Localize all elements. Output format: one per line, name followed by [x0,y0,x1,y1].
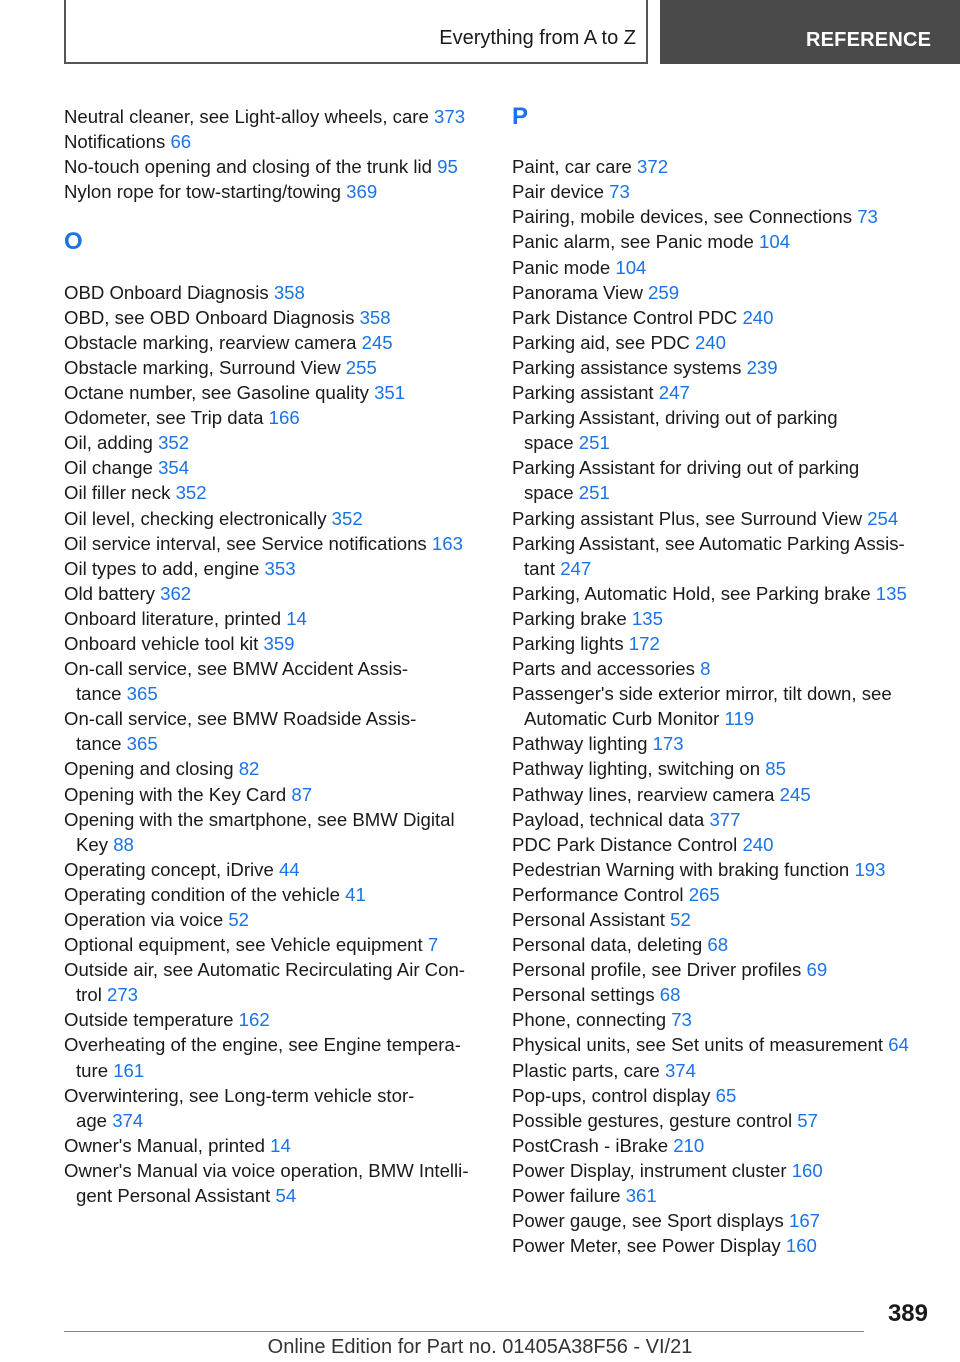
index-entry-text: Pathway lighting [512,733,653,755]
index-entry [64,606,484,631]
index-entry [512,907,932,932]
index-entry-text: Personal settings [512,984,660,1006]
index-entry [512,455,932,505]
index-entry [64,154,484,179]
index-section-letter: P [512,103,529,130]
index-entry [64,380,484,405]
page-reference-link[interactable]: 358 [273,281,305,303]
page-reference-link[interactable]: 52 [670,909,691,930]
index-entry [64,807,484,857]
index-entry-text: tance [76,733,127,755]
page-reference-link[interactable]: 160 [791,1159,823,1181]
page-reference-link[interactable]: 167 [789,1210,821,1232]
index-entry-text: Outside temperature [64,1009,239,1031]
index-entry-text: Oil, adding [64,432,159,454]
page-reference-link[interactable]: 374 [112,1109,144,1131]
index-entry [64,480,484,505]
index-entry [64,531,484,556]
index-entry-text: Power gauge, see Sport displays [512,1210,789,1232]
page-reference-link[interactable]: 68 [659,984,681,1006]
index-entry-text: Onboard literature, printed [64,607,287,629]
index-entry [64,1007,484,1032]
page-reference-link[interactable]: 352 [331,507,363,529]
index-entry-text: Oil filler neck [64,482,176,504]
page-reference-link[interactable]: 210 [673,1134,705,1156]
index-entry-text: Panic alarm, see Panic mode [512,231,760,253]
page-reference-link[interactable]: 193 [854,858,886,880]
index-entry [512,631,932,656]
index-entry-text: Payload, technical data [512,808,710,830]
page-reference-link[interactable]: 373 [434,106,466,127]
index-entry-text: Passenger's side exterior mirror, tilt down, see [512,683,892,705]
index-entry [64,932,484,957]
page-reference-link[interactable]: 352 [175,482,207,504]
index-entry-text: Power failure [512,1185,626,1207]
page-reference-link[interactable]: 240 [742,306,774,328]
page-reference-link[interactable]: 41 [345,883,366,905]
index-entry [512,807,932,832]
index-entry [512,1108,932,1133]
index-entry [64,179,484,204]
index-entry [64,1083,484,1133]
index-entry [512,1007,932,1032]
page-reference-link[interactable]: 73 [609,181,630,203]
index-entry-text: Power Display, instrument cluster [512,1159,792,1181]
index-entry-text: Overheating of the engine, see Engine tempera- [64,1034,461,1056]
index-entry [512,982,932,1007]
index-entry-text: Parking lights [512,632,629,654]
index-column-right [512,104,932,1258]
page-reference-link[interactable]: 87 [291,783,313,805]
index-entry-text: Panic mode [512,256,616,278]
page-reference-link[interactable]: 73 [671,1009,692,1031]
page-reference-link[interactable]: 352 [158,432,190,454]
index-entry-text: Pair device [512,181,610,203]
index-entry [512,179,932,204]
page-reference-link[interactable]: 173 [652,733,684,755]
index-entry-text: Pathway lighting, switching on [512,758,766,780]
index-entry-text: Parking brake [512,607,632,629]
index-entry-text: Personal Assistant [512,909,671,930]
page-reference-link[interactable]: 68 [707,934,729,956]
index-entry-text: Possible gestures, gesture control [512,1109,798,1131]
index-entry-text: Neutral cleaner, see Light-alloy wheels, care [64,106,435,127]
page-reference-link[interactable]: 362 [160,582,192,604]
page-reference-link[interactable]: 240 [694,331,726,353]
index-entry-text: Personal profile, see Driver profiles [512,959,807,981]
page-reference-link[interactable]: 247 [560,557,592,579]
index-entry-text: trol [76,984,107,1006]
page-reference-link[interactable]: 369 [346,181,378,203]
index-entry-text: gent Personal Assistant [76,1185,276,1207]
index-entry [512,1058,932,1083]
index-entry [512,1083,932,1108]
index-entry [64,430,484,455]
page-reference-link[interactable]: 255 [345,356,377,378]
page-reference-link[interactable]: 14 [270,1134,291,1156]
index-entry-text: Key [76,833,114,855]
index-entry-text: Oil service interval, see Service notifications [64,532,432,554]
index-entry [512,782,932,807]
index-entry-text: OBD, see OBD Onboard Diagnosis [64,306,360,328]
section-spacer [64,255,484,280]
index-entry-text: Operation via voice [64,909,229,930]
page-reference-link[interactable]: 247 [658,382,690,404]
index-entry-text: Owner's Manual, printed [64,1134,271,1156]
index-entry [64,1032,484,1082]
index-entry-text: Oil change [64,457,159,479]
page-reference-link[interactable]: 135 [875,582,907,604]
index-entry-text: Overwintering, see Long-term vehicle stor- [64,1084,415,1106]
index-entry [512,229,932,254]
index-entry [64,907,484,932]
index-entry [64,631,484,656]
index-entry [512,857,932,882]
index-entry-text: Old battery [64,582,161,604]
index-entry [512,882,932,907]
index-entry [64,1158,484,1208]
page-reference-link[interactable]: 259 [648,281,680,303]
index-entry-text: Onboard vehicle tool kit [64,632,264,654]
index-entry [64,556,484,581]
index-entry-text: Opening with the Key Card [64,783,292,805]
page-reference-link[interactable]: 64 [888,1034,909,1056]
page-reference-link[interactable]: 95 [437,156,458,178]
page-reference-link[interactable]: 14 [286,607,307,629]
index-entry [64,280,484,305]
index-entry [512,405,932,455]
index-entry [64,857,484,882]
index-entry-text: PostCrash - iBrake [512,1134,674,1156]
index-entry-text: Operating concept, iDrive [64,858,279,880]
index-entry-text: Physical units, see Set units of measurement [512,1034,889,1056]
index-entry-text: Optional equipment, see Vehicle equipment [64,934,428,956]
index-entry-text: space [524,482,579,504]
page-reference-link[interactable]: 52 [228,909,250,930]
page-reference-link[interactable]: 239 [746,356,778,378]
page-reference-link[interactable]: 7 [427,934,439,956]
index-entry [512,606,932,631]
index-entry-text: PDC Park Distance Control [512,833,743,855]
chapter-tab-label: REFERENCE [806,29,932,51]
section-title: Everything from A to Z [439,27,636,49]
index-entry [512,380,932,405]
running-header [64,0,648,64]
index-entry [512,531,932,581]
index-entry [64,129,484,154]
index-entry-text: Oil types to add, engine [64,557,265,579]
index-entry-text: Paint, car care [512,156,638,178]
chapter-tab [660,0,960,64]
index-entry-text: Park Distance Control PDC [512,306,743,328]
index-entry [512,581,932,606]
page-number: 389 [887,1300,928,1327]
page-reference-link[interactable]: 354 [158,457,190,479]
index-entry-text: On-call service, see BMW Roadside Assis- [64,708,417,730]
index-entry-text: Owner's Manual via voice operation, BMW Intelli- [64,1159,469,1181]
page-reference-link[interactable]: 161 [113,1059,145,1081]
index-entry-text: ture [76,1059,114,1081]
index-entry [512,506,932,531]
index-entry-text: Obstacle marking, Surround View [64,356,346,378]
index-entry-text: Outside air, see Automatic Recirculating Air Con- [64,959,465,981]
page-reference-link[interactable]: 254 [867,507,899,529]
index-entry-text: Odometer, see Trip data [64,407,269,429]
index-entry [64,405,484,430]
page-reference-link[interactable]: 359 [263,632,295,654]
index-entry [64,330,484,355]
page-reference-link[interactable]: 85 [765,758,786,780]
index-entry-text: Panorama View [512,281,649,303]
index-entry-text: Nylon rope for tow-starting/towing [64,181,347,203]
index-entry-text: tance [76,683,127,705]
index-entry [512,355,932,380]
page-reference-link[interactable]: 251 [578,432,610,454]
index-entry [512,756,932,781]
page-reference-link[interactable]: 104 [759,231,791,253]
index-entry [64,756,484,781]
index-entry-text: No-touch opening and closing of the trunk lid [64,156,438,178]
index-entry [512,656,932,681]
index-entry-text: Pathway lines, rearview camera [512,783,780,805]
page-reference-link[interactable]: 240 [742,833,774,855]
index-entry [64,305,484,330]
page-reference-link[interactable]: 66 [170,131,192,153]
index-entry [64,104,484,129]
index-entry-text: Phone, connecting [512,1009,672,1031]
index-entry [512,832,932,857]
page-reference-link[interactable]: 135 [631,607,663,629]
index-entry-text: Pop-ups, control display [512,1084,716,1106]
page-reference-link[interactable]: 265 [688,883,720,905]
index-entry [512,305,932,330]
page-reference-link[interactable]: 160 [785,1235,817,1257]
index-entry [512,1133,932,1158]
page-reference-link[interactable]: 251 [578,482,610,504]
page-reference-link[interactable]: 245 [779,783,811,805]
page-reference-link[interactable]: 372 [637,156,669,178]
section-spacer [64,204,484,229]
page-reference-link[interactable]: 353 [264,557,296,579]
index-entry-text: Operating condition of the vehicle [64,883,346,905]
index-entry-text: space [524,432,579,454]
index-entry-text: Power Meter, see Power Display [512,1235,786,1257]
page-reference-link[interactable]: 88 [113,833,134,855]
index-entry [64,782,484,807]
index-entry [64,706,484,756]
index-entry [64,882,484,907]
page-reference-link[interactable]: 73 [857,206,878,228]
page-reference-link[interactable]: 166 [268,407,300,429]
index-entry-text: Pairing, mobile devices, see Connections [512,206,858,228]
index-entry-text: age [76,1109,113,1131]
index-entry-text: Parking assistant [512,382,659,404]
page-reference-link[interactable]: 361 [625,1185,657,1207]
index-entry-text: Opening with the smartphone, see BMW Digital [64,808,455,830]
index-entry [512,255,932,280]
index-entry-text: Parking assistance systems [512,356,747,378]
page-reference-link[interactable]: 273 [107,984,139,1006]
index-entry [512,731,932,756]
index-entry-text: Parking assistant Plus, see Surround View [512,507,868,529]
index-entry-text: Parking Assistant for driving out of parking [512,457,860,479]
page-reference-link[interactable]: 377 [709,808,741,830]
page-reference-link[interactable]: 65 [715,1084,737,1106]
page-reference-link[interactable]: 163 [431,532,463,554]
index-entry-text: Parking, Automatic Hold, see Parking brake [512,582,876,604]
index-entry [512,1032,932,1057]
index-entry-text: Obstacle marking, rearview camera [64,331,362,353]
index-entry-text: Octane number, see Gasoline quality [64,382,375,404]
index-entry [512,1208,932,1233]
index-entry [512,330,932,355]
index-entry-text: Notifications [64,131,171,153]
index-entry [64,506,484,531]
index-entry-text: Oil level, checking electronically [64,507,332,529]
index-entry [512,681,932,731]
index-entry-text: Parking aid, see PDC [512,331,695,353]
page-reference-link[interactable]: 365 [126,733,158,755]
page-reference-link[interactable]: 374 [664,1059,696,1081]
index-entry [512,154,932,179]
page-reference-link[interactable]: 245 [361,331,393,353]
page-reference-link[interactable]: 358 [359,306,391,328]
index-entry [512,280,932,305]
index-column-left [64,104,484,1208]
page-reference-link[interactable]: 365 [126,683,158,705]
page-reference-link[interactable]: 57 [797,1109,818,1131]
page-reference-link[interactable]: 172 [628,632,660,654]
page-reference-link[interactable]: 104 [615,256,647,278]
index-entry-text: Pedestrian Warning with braking function [512,858,855,880]
index-entry [64,581,484,606]
page-reference-link[interactable]: 82 [238,758,260,780]
index-entry [512,204,932,229]
index-entry [512,932,932,957]
index-entry-text: tant [524,557,561,579]
index-entry-text: Plastic parts, care [512,1059,665,1081]
index-entry-text: Personal data, deleting [512,934,708,956]
page-reference-link[interactable]: 351 [374,382,406,404]
section-spacer [512,129,932,154]
index-entry [512,1183,932,1208]
index-entry [512,1158,932,1183]
index-section-letter: O [64,228,83,256]
index-entry-text: Parking Assistant, see Automatic Parking Assis- [512,532,905,554]
index-entry-text: OBD Onboard Diagnosis [64,281,274,303]
index-entry [64,1133,484,1158]
page-reference-link[interactable]: 54 [275,1185,297,1207]
index-entry [64,455,484,480]
index-entry-text: Opening and closing [64,758,239,780]
page-reference-link[interactable]: 44 [278,858,300,880]
index-entry-text: Performance Control [512,883,689,905]
index-entry [64,656,484,706]
page-reference-link[interactable]: 162 [238,1009,270,1031]
index-entry [64,355,484,380]
page-reference-link[interactable]: 8 [700,658,711,680]
page-reference-link[interactable]: 69 [806,959,828,981]
index-entry-text: On-call service, see BMW Accident Assis- [64,658,409,680]
index-entry-text: Parking Assistant, driving out of parking [512,407,838,429]
index-entry-text: Automatic Curb Monitor [524,708,725,730]
footer-divider [64,1331,864,1332]
edition-note: Online Edition for Part no. 01405A38F56 - VI/21 [267,1336,693,1358]
page-reference-link[interactable]: 119 [724,708,755,730]
index-entry [64,957,484,1007]
index-entry-text: Parts and accessories [512,658,701,680]
index-entry [512,957,932,982]
index-entry [512,1233,932,1258]
